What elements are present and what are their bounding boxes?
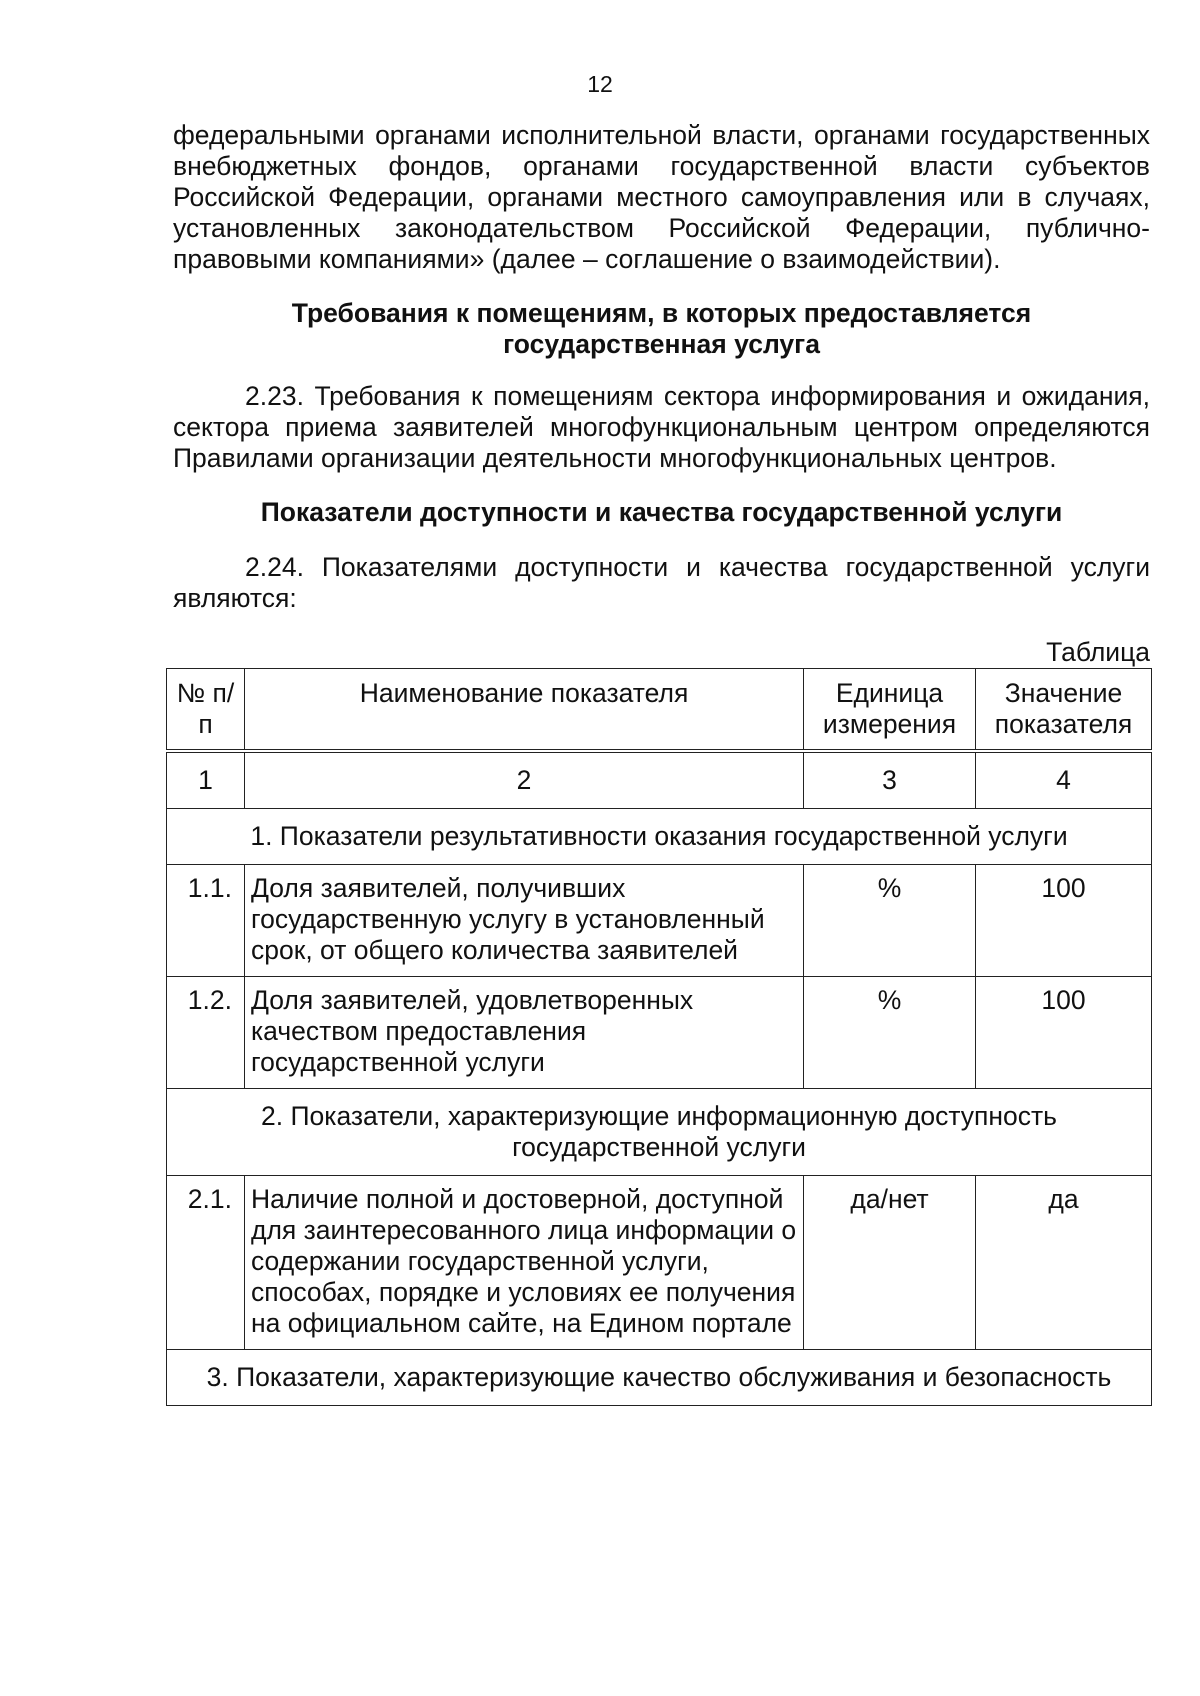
column-number: 1	[167, 753, 245, 809]
row-indicator-name: Доля заявителей, получивших государственную услугу в установленный срок, от общего количества заявителей	[245, 865, 804, 977]
group-title-row	[167, 1350, 1152, 1406]
table-row	[167, 865, 1152, 977]
header-name: Наименование показателя	[245, 669, 804, 750]
column-number: 4	[976, 753, 1152, 809]
paragraph-2-23: 2.23. Требования к помещениям сектора информирования и ожидания, сектора приема заявителей многофункциональным центром определяются Правилами организации деятельности многофункциональных центров.	[173, 381, 1150, 473]
row-number: 2.1.	[167, 1176, 245, 1350]
paragraph-2-24: 2.24. Показателями доступности и качества государственной услуги являются:	[173, 552, 1150, 613]
header-num: № п/п	[167, 669, 245, 750]
row-number: 1.1.	[167, 865, 245, 977]
row-unit: %	[804, 865, 976, 977]
group-title: 2. Показатели, характеризующие информационную доступность государственной услуги	[167, 1089, 1152, 1176]
row-value: 100	[976, 977, 1152, 1089]
row-unit: %	[804, 977, 976, 1089]
table-row	[167, 1176, 1152, 1350]
heading-premises-line1: Требования к помещениям, в которых предоставляется	[291, 298, 1032, 328]
page-number: 12	[587, 71, 613, 97]
header-value: Значение показателя	[976, 669, 1152, 750]
column-numbering-row	[167, 753, 1152, 809]
row-unit: да/нет	[804, 1176, 976, 1350]
indicators-table	[166, 668, 1152, 1406]
row-number: 1.2.	[167, 977, 245, 1089]
group-title-row	[167, 809, 1152, 865]
table-row	[167, 977, 1152, 1089]
header-unit: Единица измерения	[804, 669, 976, 750]
row-indicator-name: Доля заявителей, удовлетворенных качеством предоставления государственной услуги	[245, 977, 804, 1089]
intro-paragraph: федеральными органами исполнительной власти, органами государственных внебюджетных фондов, органами государственной власти субъектов Российской Федерации, органами местного самоуправления или в случаях, установленных законодательством Российской Федерации, публично-правовыми компаниями» (далее – соглашение о взаимодействии).	[173, 120, 1150, 274]
column-number: 3	[804, 753, 976, 809]
group-title-row	[167, 1089, 1152, 1176]
heading-premises-line2: государственная услуга	[503, 329, 820, 359]
table-label: Таблица	[1046, 637, 1150, 667]
row-indicator-name: Наличие полной и достоверной, доступной для заинтересованного лица информации о содержании государственной услуги, способах, порядке и условиях ее получения на официальном сайте, на Едином портале	[245, 1176, 804, 1350]
group-title: 3. Показатели, характеризующие качество обслуживания и безопасность	[167, 1350, 1152, 1406]
column-number: 2	[245, 753, 804, 809]
group-title: 1. Показатели результативности оказания государственной услуги	[167, 809, 1152, 865]
page-content	[173, 120, 1150, 1406]
heading-indicators: Показатели доступности и качества государственной услуги	[260, 497, 1063, 527]
table-header-row	[167, 669, 1152, 750]
heading-premises-requirements	[173, 298, 1150, 360]
row-value: 100	[976, 865, 1152, 977]
row-value: да	[976, 1176, 1152, 1350]
